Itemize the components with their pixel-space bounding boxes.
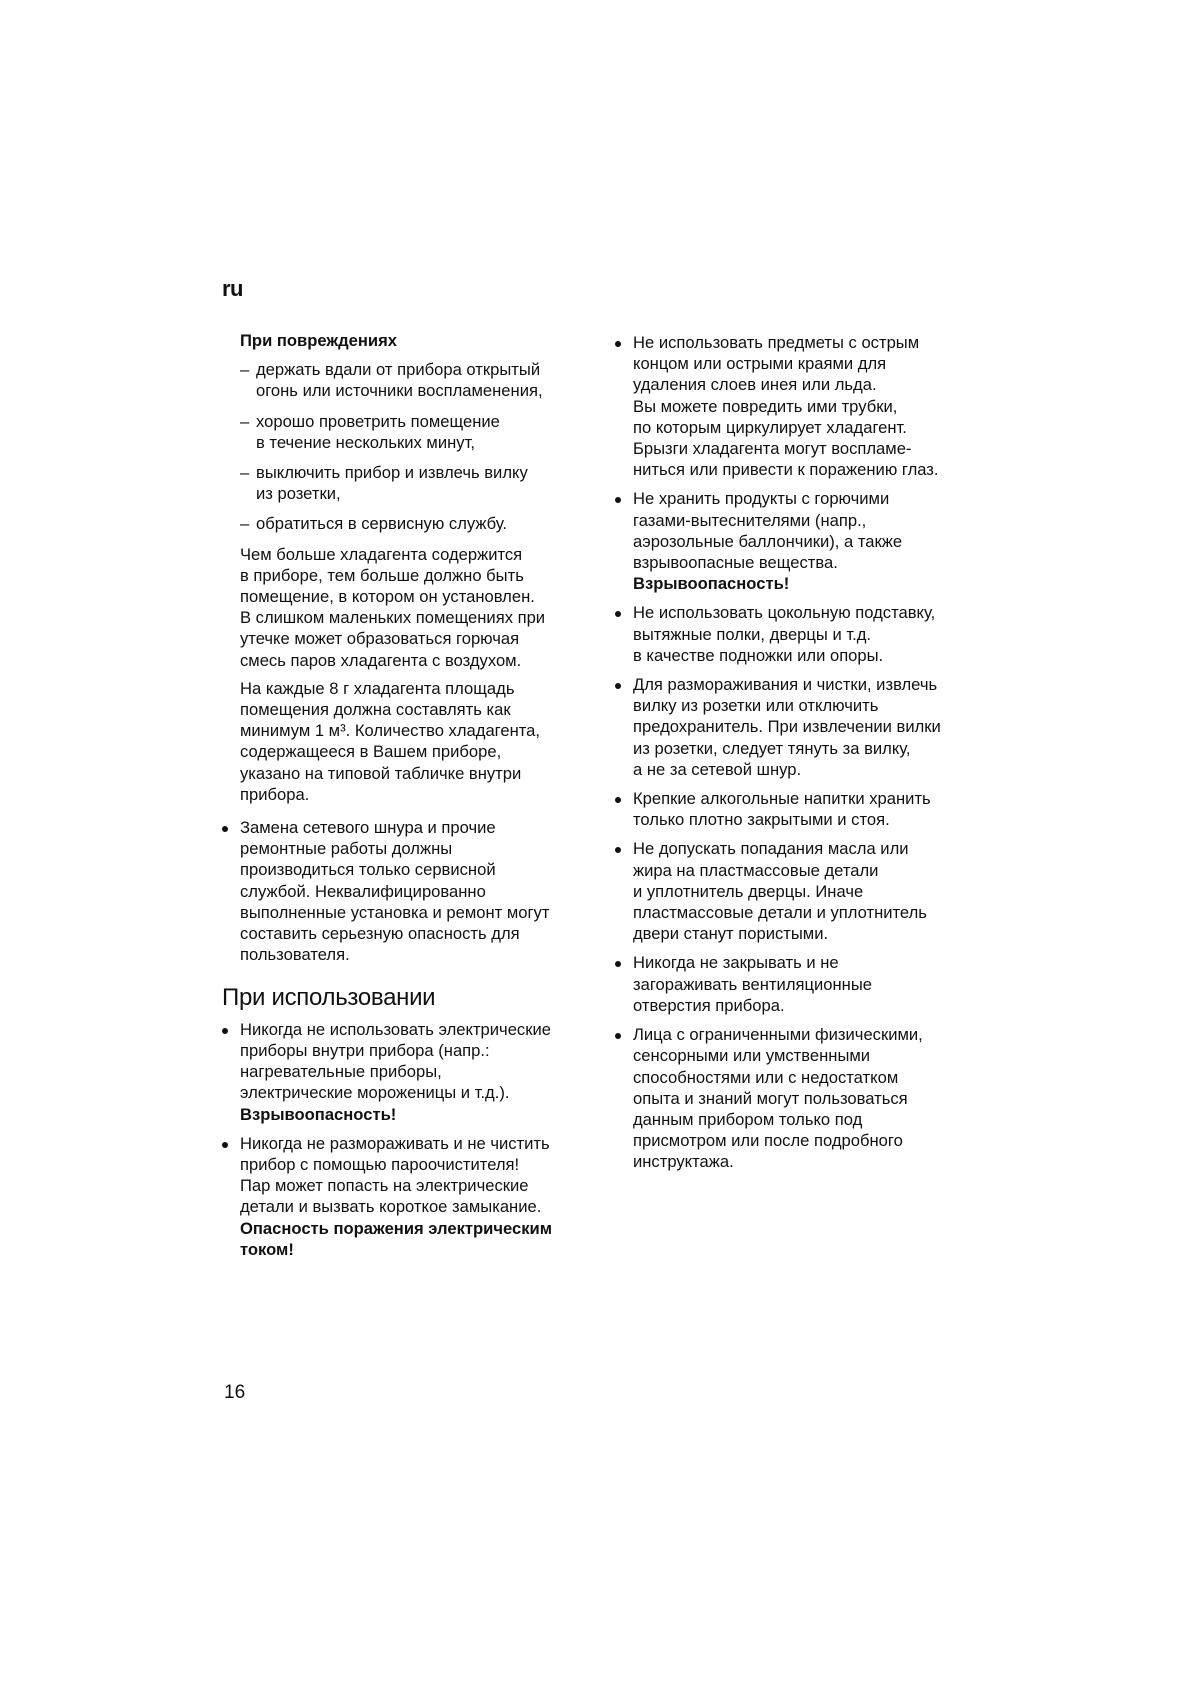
list-item — [220, 1019, 590, 1125]
paragraph: Чем больше хладагента содержится в приборе, тем больше должно быть помещение, в котором он установлен. В слишком маленьких помещениях при утечке может образоваться горючая смесь паров хладагента с воздухом. — [240, 544, 546, 670]
list-item-text: Не допускать попадания масла или жира на пластмассовые детали и уплотнитель дверцы. Иначе пластмассовые детали и уплотнитель двери станут пористыми. — [633, 839, 927, 944]
list-item-text: Никогда не использовать электрические приборы внутри прибора (напр.: нагревательные приборы, электрические мороженицы и т.д.). — [240, 1019, 551, 1103]
page-number: 16 — [224, 1382, 246, 1403]
list-item — [613, 602, 988, 666]
warning-text: Взрывоопасность! — [633, 574, 790, 594]
list-item — [613, 1024, 988, 1172]
dash-item: – обратиться в сервисную службу. — [220, 513, 590, 534]
dash-item: – выключить прибор и извлечь вилку из розетки, — [220, 462, 590, 504]
list-item-text: Лица с ограниченными физическими, сенсорными или умственными способностями или с недостатком опыта и знаний могут пользоваться данным прибором только под присмотром или после подробного инструктажа. — [633, 1025, 923, 1172]
list-item-text: Никогда не размораживать и не чистить прибор с помощью пароочистителя! Пар может попасть на электрические детали и вызвать короткое замыкание. — [240, 1133, 550, 1217]
warning-text: Опасность поражения электрическим током! — [240, 1218, 553, 1259]
warning-text: Взрывоопасность! — [240, 1104, 397, 1124]
damage-heading: При повреждениях — [240, 331, 398, 350]
list-item — [220, 1133, 590, 1260]
list-item-text: Не использовать цокольную подставку, вытяжные полки, дверцы и т.д. в качестве подножки или опоры. — [633, 603, 936, 665]
dash-item: – держать вдали от прибора открытый огонь или источники воспламенения, — [220, 359, 590, 401]
list-item — [613, 838, 988, 944]
list-item-text: Не хранить продукты с горючими газами-вытеснителями (напр., аэрозольные баллончики), а также взрывоопасные вещества. — [633, 489, 903, 573]
list-item — [613, 788, 988, 830]
left-column — [220, 330, 590, 1268]
list-item-text: Никогда не закрывать и не загораживать вентиляционные отверстия прибора. — [633, 953, 872, 1015]
paragraph: На каждые 8 г хладагента площадь помещения должна составлять как минимум 1 м³. Количество хладагента, содержащееся в Вашем приборе, указано на типовой табличке внутри прибора. — [240, 678, 540, 804]
list-item — [220, 817, 590, 965]
list-item — [613, 488, 988, 594]
list-item — [613, 674, 988, 780]
list-item-text: Для размораживания и чистки, извлечь вилку из розетки или отключить предохранитель. При извлечении вилки из розетки, следует тянуть за вилку, а не за сетевой шнур. — [633, 675, 941, 779]
section-heading-usage: При использовании — [222, 984, 436, 1012]
list-item-text: Крепкие алкогольные напитки хранить только плотно закрытыми и стоя. — [633, 789, 931, 830]
right-column — [613, 332, 988, 1181]
list-item-text: Не использовать предметы с острым концом или острыми краями для удаления слоев инея или льда. Вы можете повредить ими трубки, по которым циркулирует хладагент. Брызги хладагента могут воспламе- ниться или привести к поражению глаз. — [633, 333, 939, 480]
dash-item: – хорошо проветрить помещение в течение нескольких минут, — [220, 411, 590, 453]
list-item — [613, 952, 988, 1016]
list-item — [613, 332, 988, 480]
list-item-text: Замена сетевого шнура и прочие ремонтные работы должны производиться только сервисной службой. Неквалифицированно выполненные установка и ремонт могут составить серьезную опасность для пользователя. — [240, 818, 550, 965]
language-code: ru — [222, 276, 243, 301]
